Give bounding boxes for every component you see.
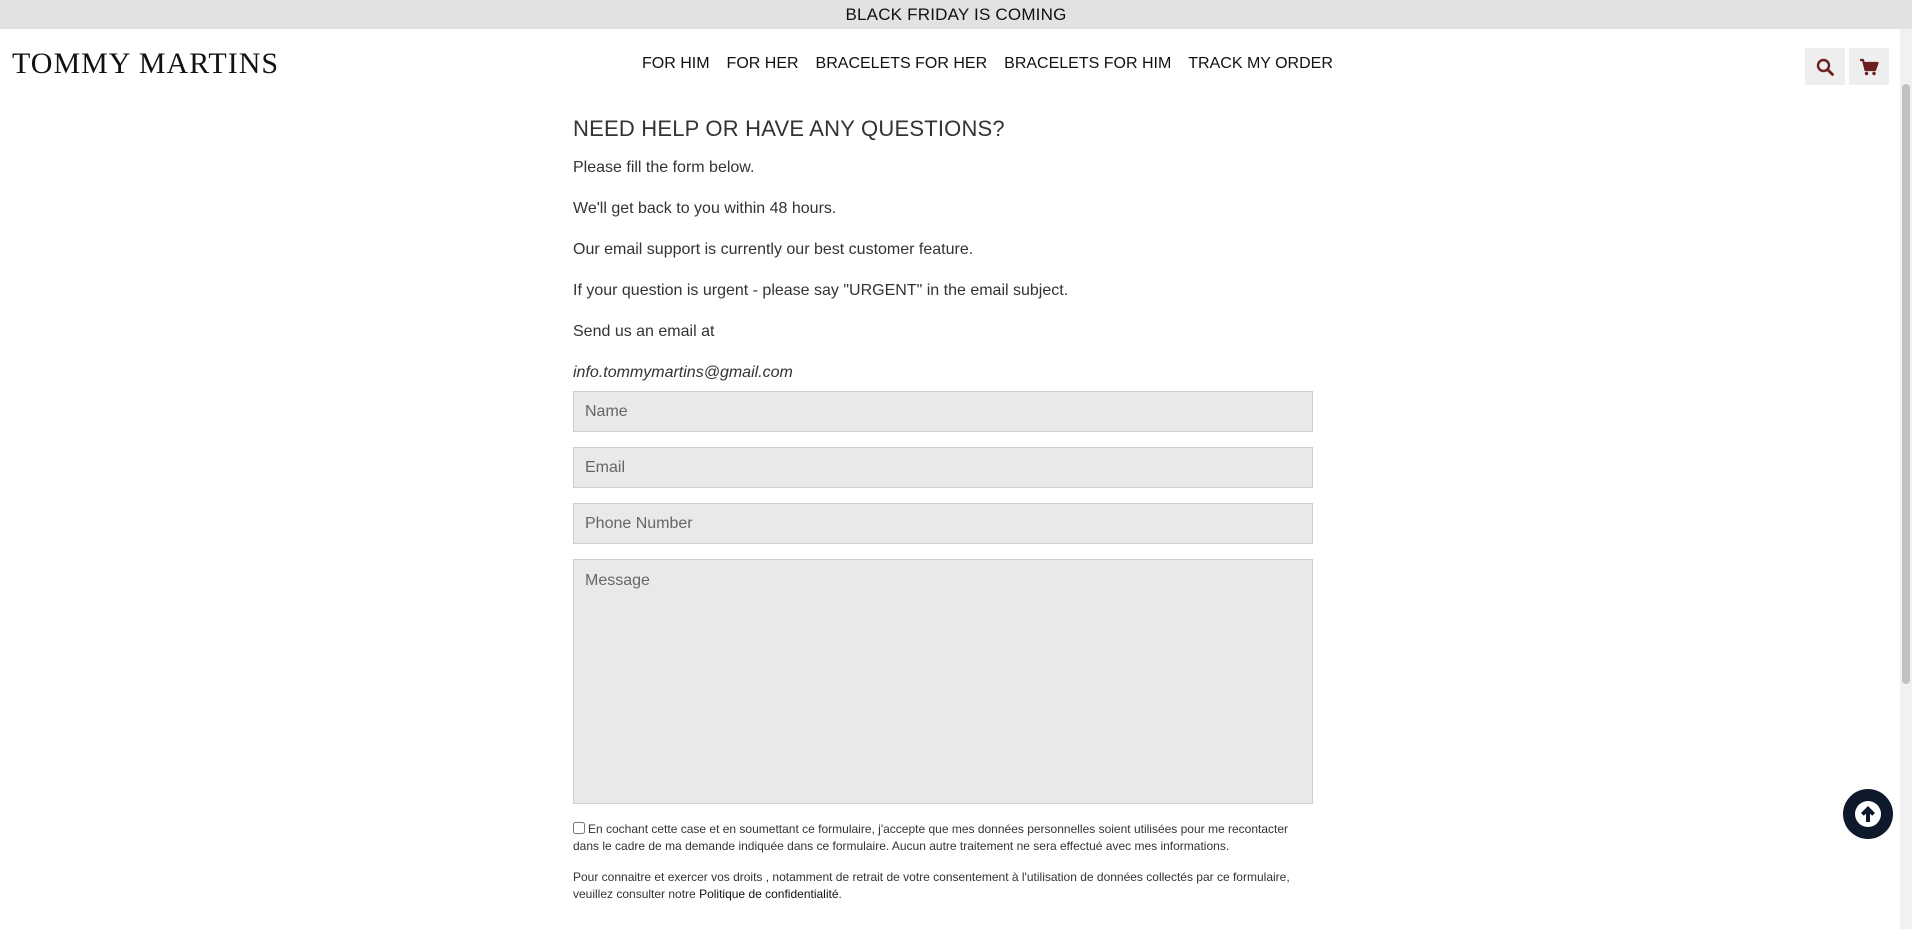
page-scrollbar[interactable]: [1900, 29, 1912, 929]
name-input[interactable]: [573, 391, 1313, 432]
nav-item-for-him[interactable]: FOR HIM: [642, 55, 710, 72]
site-header: [0, 29, 1900, 103]
email-input[interactable]: [573, 447, 1313, 488]
nav-item-for-her[interactable]: FOR HER: [726, 55, 799, 72]
privacy-policy-link[interactable]: Politique de confidentialité: [699, 887, 839, 901]
urgent-paragraph: If your question is urgent - please say "URGENT" in the email subject.: [573, 282, 1069, 299]
nav-item-bracelets-for-her[interactable]: BRACELETS FOR HER: [815, 55, 988, 72]
phone-input[interactable]: [573, 503, 1313, 544]
rights-text: Pour connaitre et exercer vos droits , notamment de retrait de votre consentement à l'utilisation de données collectés par ce formulaire, veuillez consulter notre: [573, 870, 1290, 901]
back-to-top-button[interactable]: [1843, 789, 1893, 839]
message-textarea[interactable]: [573, 559, 1313, 804]
announcement-bar: [0, 0, 1912, 29]
nav-item-track-my-order[interactable]: TRACK MY ORDER: [1188, 55, 1333, 72]
main-nav: [642, 55, 1333, 73]
response-time-paragraph: We'll get back to you within 48 hours.: [573, 200, 837, 217]
support-paragraph: Our email support is currently our best customer feature.: [573, 241, 974, 258]
send-email-paragraph: Send us an email at: [573, 323, 715, 340]
scrollbar-thumb[interactable]: [1902, 84, 1910, 684]
consent-block: [573, 821, 1293, 855]
intro-paragraph: Please fill the form below.: [573, 159, 755, 176]
cart-button[interactable]: [1849, 48, 1889, 85]
consent-checkbox[interactable]: [573, 822, 585, 834]
rights-notice: [573, 869, 1293, 903]
search-button[interactable]: [1805, 48, 1845, 85]
page-title: NEED HELP OR HAVE ANY QUESTIONS?: [573, 116, 1005, 141]
nav-item-bracelets-for-him[interactable]: BRACELETS FOR HIM: [1004, 55, 1172, 72]
cart-icon: [1859, 58, 1879, 76]
contact-section: [573, 116, 1313, 903]
search-icon: [1816, 58, 1834, 76]
site-logo[interactable]: TOMMY MARTINS: [12, 47, 280, 80]
support-email[interactable]: info.tommymartins@gmail.com: [573, 364, 793, 381]
rights-end: .: [838, 887, 842, 901]
consent-text: En cochant cette case et en soumettant ce formulaire, j'accepte que mes données personnelles soient utilisées pour me recontacter dans le cadre de ma demande indiquée dans ce formulaire. Aucun autre traitement ne sera effectué avec mes informations.: [573, 822, 1289, 853]
announcement-text: BLACK FRIDAY IS COMING: [845, 4, 1067, 24]
contact-form: [573, 391, 1313, 903]
arrow-up-icon: [1854, 800, 1882, 828]
